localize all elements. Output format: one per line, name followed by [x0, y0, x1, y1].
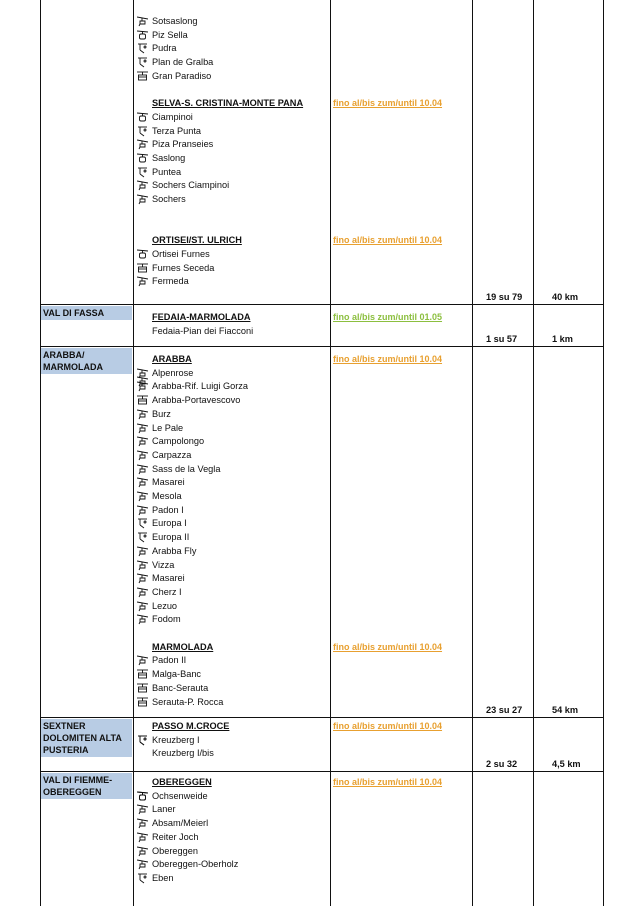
lift-name: Kreuzberg I/bis: [152, 748, 214, 759]
chairlift-icon: [137, 180, 148, 191]
lift-name: Saslong: [152, 153, 186, 163]
chairlift-icon: [137, 859, 148, 870]
opening-date: fino al/bis zum/until 10.04: [333, 235, 443, 246]
lift-name: Mesola: [152, 491, 182, 501]
lift-name: Obereggen: [152, 845, 198, 856]
opening-date: fino al/bis zum/until 10.04: [333, 721, 443, 731]
area-heading: PASSO M.CROCE: [152, 721, 230, 731]
lift-name: Masarei: [152, 477, 185, 488]
lift-name: Sass de la Vegla: [152, 463, 221, 474]
lift-name: Carpazza: [152, 449, 192, 460]
draglift-icon: [137, 57, 148, 68]
lift-name: Kreuzberg I: [152, 734, 200, 745]
chairlift-icon: [137, 573, 148, 584]
lift-name: Banc-Serauta: [152, 682, 209, 693]
lift-name: Puntea: [152, 166, 182, 177]
lift-name: Piza Pranseies: [152, 139, 214, 150]
lift-name: Sochers: [152, 194, 186, 205]
chairlift-icon: [137, 409, 148, 420]
lift-name: Lezuo: [152, 600, 178, 611]
lifts-open-count: 23 su 27: [486, 705, 523, 715]
cable-car-icon: [137, 263, 148, 274]
slopes-km: 40 km: [552, 292, 579, 302]
opening-date: fino al/bis zum/until 10.04: [333, 777, 443, 787]
chairlift-icon: [137, 832, 148, 843]
lift-name: Furnes Seceda: [152, 262, 215, 273]
lift-name: Sotsaslong: [152, 16, 198, 26]
chairlift-icon: [137, 450, 148, 461]
chairlift-icon: [137, 601, 148, 612]
chairlift-icon: [137, 846, 148, 857]
opening-date: fino al/bis zum/until 10.04: [333, 354, 443, 364]
chairlift-icon: [137, 546, 148, 557]
lift-name: Gran Paradiso: [152, 70, 212, 81]
cable-car-icon: [137, 71, 148, 82]
lifts-open-count: 1 su 57: [486, 334, 518, 344]
slopes-km: 4,5 km: [552, 759, 581, 769]
chairlift-icon: [137, 587, 148, 598]
lift-name: Ciampinoi: [152, 111, 193, 122]
section-divider: [40, 346, 604, 347]
area-heading: MARMOLADA: [152, 641, 214, 652]
gondola-icon: [137, 249, 148, 260]
chairlift-icon: [137, 505, 148, 516]
chairlift-icon: [137, 276, 148, 287]
opening-date: fino al/bis zum/until 10.04: [333, 641, 443, 652]
lift-name: Cherz I: [152, 586, 182, 597]
opening-date: fino al/bis zum/until 01.05: [333, 312, 443, 322]
chairlift-icon: [137, 560, 148, 571]
chairlift-icon: [137, 423, 148, 434]
section-divider: [40, 304, 604, 305]
opening-date: fino al/bis zum/until 10.04: [333, 98, 443, 109]
lift-name: Ortisei Furnes: [152, 248, 210, 259]
section-divider: [40, 771, 604, 772]
lift-name: Ochsenweide: [152, 790, 208, 801]
chairlift-icon: [137, 464, 148, 475]
lift-name: Piz Sella: [152, 29, 188, 40]
region-label: ARABBA/ MARMOLADA: [41, 348, 132, 374]
gondola-icon: [137, 791, 148, 802]
chairlift-icon: [137, 491, 148, 502]
cable-car-icon: [137, 697, 148, 708]
gondola-icon: [137, 30, 148, 41]
cable-car-icon: [137, 669, 148, 680]
lift-name: Malga-Banc: [152, 669, 202, 680]
gondola-icon: [137, 153, 148, 164]
chairlift-icon: [137, 436, 148, 447]
lift-name: Arabba Fly: [152, 545, 197, 556]
lift-name: Arabba-Portavescovo: [152, 395, 241, 406]
draglift-icon: [137, 735, 148, 746]
draglift-icon: [137, 126, 148, 137]
region-label: VAL DI FIEMME-OBEREGGEN: [41, 773, 132, 799]
lift-name: Europa II: [152, 532, 190, 543]
lift-name: Absam/Meierl: [152, 818, 209, 829]
lift-name: Le Pale: [152, 422, 184, 433]
lift-name: Serauta-P. Rocca: [152, 696, 224, 707]
lift-name: Fedaia-Pian dei Fiacconi: [152, 325, 254, 336]
cable-car-icon: [137, 395, 148, 406]
draglift-icon: [137, 532, 148, 543]
chairlift-icon: [137, 818, 148, 829]
lift-name: Campolongo: [152, 436, 205, 447]
chairlift-icon: [137, 376, 148, 387]
area-heading: OBEREGGEN: [152, 777, 212, 787]
chairlift-icon: [137, 139, 148, 150]
draglift-icon: [137, 43, 148, 54]
draglift-icon: [137, 873, 148, 884]
area-heading: FEDAIA-MARMOLADA: [152, 312, 251, 322]
lift-name: Sochers Ciampinoi: [152, 180, 230, 191]
lift-name: Pudra: [152, 43, 177, 54]
lift-name: Terza Punta: [152, 125, 202, 136]
lift-name: Fodom: [152, 614, 181, 625]
lift-name: Burz: [152, 408, 171, 419]
lift-name: Reiter Joch: [152, 831, 199, 842]
lift-name: Masarei: [152, 573, 185, 584]
region-label: SEXTNER DOLOMITEN ALTA PUSTERIA: [41, 719, 132, 757]
slopes-km: 1 km: [552, 334, 573, 344]
lifts-open-count: 19 su 79: [486, 292, 523, 302]
lift-name: Padon II: [152, 655, 187, 666]
section-divider: [40, 717, 604, 718]
region-label: VAL DI FASSA: [41, 306, 132, 320]
area-heading: SELVA-S. CRISTINA-MONTE PANA: [152, 98, 304, 109]
lift-name: Eben: [152, 872, 174, 883]
lift-name: Obereggen-Oberholz: [152, 859, 239, 870]
draglift-icon: [137, 167, 148, 178]
gondola-icon: [137, 112, 148, 123]
chairlift-icon: [137, 16, 148, 27]
chairlift-icon: [137, 804, 148, 815]
area-heading: ORTISEI/ST. ULRICH: [152, 235, 242, 246]
lift-name: Vizza: [152, 559, 175, 570]
draglift-icon: [137, 518, 148, 529]
lift-name: Europa I: [152, 518, 187, 529]
slopes-km: 54 km: [552, 705, 579, 715]
lifts-open-count: 2 su 32: [486, 759, 518, 769]
cable-car-icon: [137, 683, 148, 694]
lift-name: Laner: [152, 804, 176, 815]
lift-name: Plan de Gralba: [152, 57, 214, 68]
lift-name: Padon I: [152, 504, 184, 515]
area-heading: ARABBA: [152, 354, 192, 364]
lift-name: Alpenrose: [152, 367, 194, 378]
chairlift-icon: [137, 194, 148, 205]
lift-name: Arabba-Rif. Luigi Gorza: [152, 381, 249, 392]
chairlift-icon: [137, 614, 148, 625]
lift-name: Fermeda: [152, 276, 189, 287]
chairlift-icon: [137, 477, 148, 488]
chairlift-icon: [137, 655, 148, 666]
